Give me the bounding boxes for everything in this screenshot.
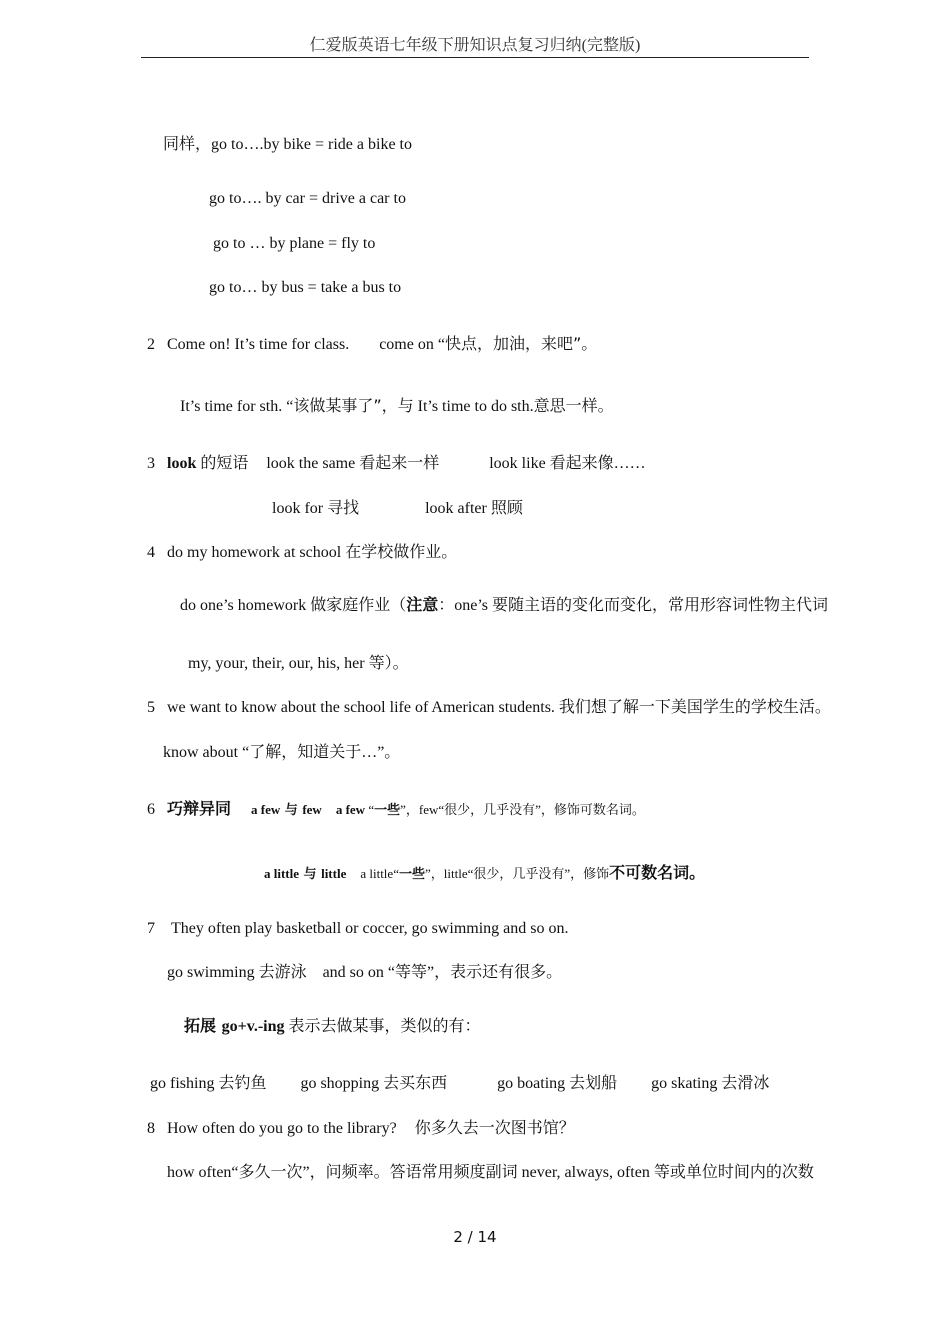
note-text: few	[302, 802, 322, 817]
note-text: 同样，	[163, 134, 212, 153]
note-text: 与	[299, 867, 322, 882]
item-number: 2	[147, 336, 155, 353]
item-number: 6	[147, 801, 155, 818]
note-text: 拓展	[184, 1016, 222, 1035]
note-text: 你多久去一次图书馆？	[414, 1120, 575, 1137]
note-text: do one’s homework 做家庭作业（	[180, 597, 407, 614]
note-text: 快点，加油，来吧”。	[444, 334, 598, 353]
note-text: 巧辩异同	[167, 799, 232, 818]
item-7-extension	[184, 1018, 481, 1035]
note-text: go fishing 去钓鱼	[150, 1075, 267, 1092]
note-text: It’s time to do sth.意思一样。	[413, 398, 614, 415]
item-6-detail	[264, 865, 705, 882]
note-text: a few	[251, 802, 281, 817]
note-text: 注意	[406, 595, 439, 614]
note-text: go to….by bike = ride a bike to	[211, 136, 412, 153]
item-2-detail	[180, 398, 614, 415]
note-text: go+v.-ing	[221, 1018, 285, 1035]
note-text: 的短语	[196, 455, 249, 472]
item-number: 3	[147, 455, 155, 472]
item-number: 5	[147, 699, 155, 716]
item-8-detail: how often“多久一次”，问频率。答语常用频度副词 never, always, often 等或单位时间内的次数	[167, 1164, 814, 1181]
note-text: a few	[335, 802, 366, 817]
note-text: come on “	[379, 336, 445, 353]
note-text: ”，little“很少，几乎没有”，修饰	[424, 866, 610, 881]
item-5-detail: know about “了解，知道关于…”。	[163, 744, 401, 761]
note-text: do my homework at school 在学校做作业。	[167, 544, 458, 561]
item-4-line	[147, 545, 457, 561]
item-7-detail	[167, 965, 562, 981]
note-text: 该做某事了”，与	[293, 396, 414, 415]
note-text: little	[321, 866, 347, 881]
note-line-4: go to… by bus = take a bus to	[209, 279, 402, 296]
note-text: and so on “等等”，表示还有很多。	[322, 964, 563, 981]
note-text: 表示去做某事，	[284, 1018, 401, 1035]
note-text: It’s time for sth. “	[180, 398, 294, 415]
note-text: ：one’s 要随主语的变化而变化，常用形容词性物主代词	[438, 597, 829, 614]
note-text: go shopping 去买东西	[300, 1075, 448, 1092]
note-text: look like 看起来像……	[489, 455, 646, 472]
header-divider	[141, 57, 809, 58]
note-text: 与	[280, 803, 303, 818]
note-text: “	[365, 802, 375, 817]
note-text: go swimming 去游泳	[167, 964, 307, 981]
note-text: a little“	[360, 866, 399, 881]
note-line-1	[163, 136, 412, 153]
item-2-line	[147, 336, 597, 353]
document-header: 仁爱版英语七年级下册知识点复习归纳(完整版)	[309, 37, 641, 54]
note-text: look after 照顾	[425, 500, 523, 517]
note-text: They often play basketball or coccer, go swimming and so on.	[171, 920, 569, 937]
note-text: 不可数名词。	[609, 863, 706, 882]
item-number: 4	[147, 544, 155, 561]
note-text: look	[167, 455, 197, 472]
item-5-line	[147, 700, 831, 716]
item-4-detail	[180, 597, 828, 614]
item-6-line	[147, 801, 645, 818]
item-8-line	[147, 1121, 575, 1137]
note-text: How often do you go to the library?	[167, 1120, 397, 1137]
item-7-line	[147, 921, 568, 937]
note-text: look the same 看起来一样	[266, 455, 440, 472]
note-text: 一些	[374, 803, 401, 818]
note-text: ”，few“很少，几乎没有”，修饰可数名词。	[400, 802, 645, 817]
page-number: 2 / 14	[453, 1228, 497, 1246]
item-3-detail	[272, 501, 523, 517]
note-text: go boating 去划船	[497, 1075, 618, 1092]
item-3-line	[147, 456, 646, 472]
note-text: look for 寻找	[272, 500, 360, 517]
item-4-detail-2: my, your, their, our, his, her 等）。	[188, 655, 409, 672]
note-text: we want to know about the school life of American students. 我们想了解一下美国学生的学校生活。	[167, 699, 831, 716]
note-text: Come on! It’s time for class.	[167, 336, 350, 353]
item-number: 7	[147, 920, 155, 937]
note-text: go skating 去滑冰	[651, 1075, 770, 1092]
note-text: 类似的有：	[400, 1016, 481, 1035]
item-7-examples	[150, 1076, 769, 1092]
note-text: 一些	[398, 867, 425, 882]
item-number: 8	[147, 1120, 155, 1137]
note-line-2: go to…. by car = drive a car to	[209, 190, 406, 207]
note-line-3: go to … by plane = fly to	[213, 235, 376, 252]
note-text: a little	[264, 866, 300, 881]
